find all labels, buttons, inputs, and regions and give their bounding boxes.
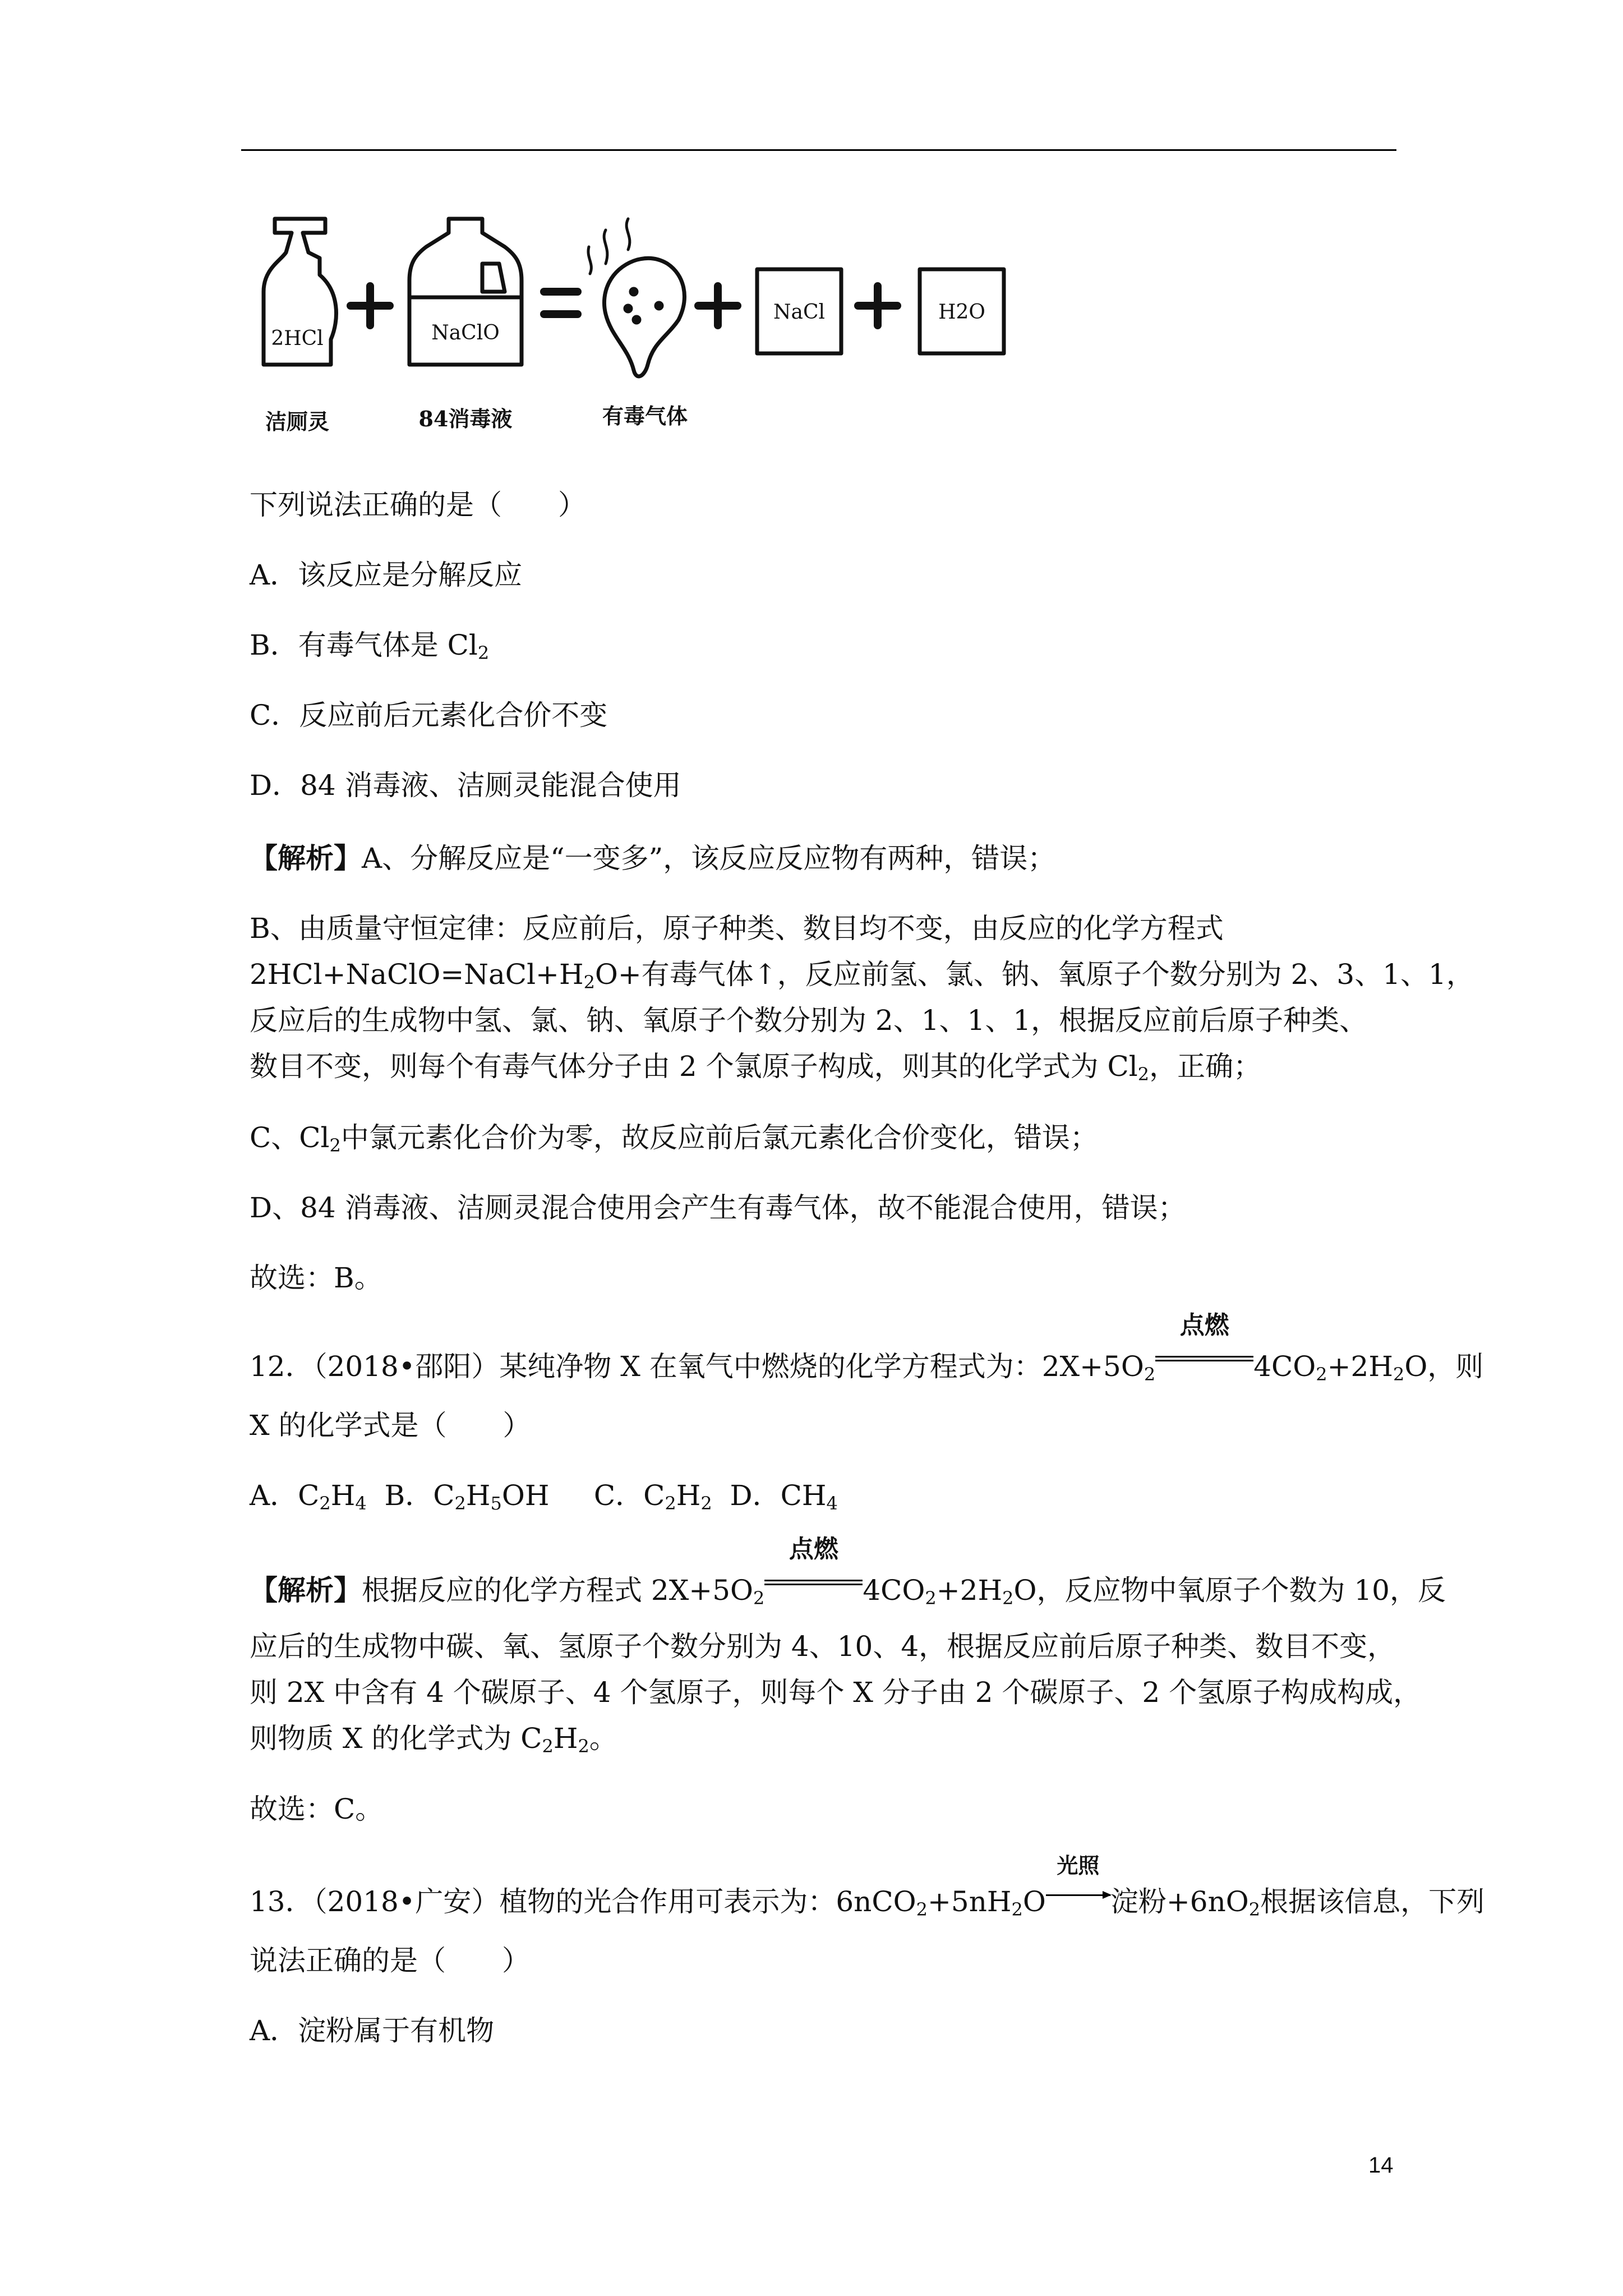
q13-option-a: A．淀粉属于有机物 (250, 2014, 495, 2047)
q11-answer: 故选：B。 (250, 1262, 382, 1294)
q12-answer: 故选：C。 (250, 1793, 384, 1825)
q11-option-a: A．该反应是分解反应 (250, 559, 523, 591)
q11-analysis-d: D、84 消毒液、洁厕灵混合使用会产生有毒气体，故不能混合使用，错误； (250, 1191, 1186, 1224)
equals-icon (544, 292, 578, 314)
bottle1-formula: 2HCl (271, 327, 324, 350)
caption-toxic-gas: 有毒气体 (602, 403, 688, 429)
q12-options: A．$C_2H_4$ B．$C_2H_5OH$ C．$C_2H_2$ D．$CH_4$ (250, 1479, 838, 1514)
caption-cleaner: 洁厕灵 (265, 409, 330, 434)
header-rule (241, 149, 1396, 151)
q13-stem-line2: 说法正确的是（ ） (250, 1944, 530, 1977)
plus-icon (351, 286, 390, 325)
q13-stem-line1: 13．（2018•广安）植物的光合作用可表示为：$6nCO_2+5nH_2O$ 光照 淀粉$+6nO_2$根据该信息，下列 (250, 1853, 1485, 1920)
q11-option-d: D．84 消毒液、洁厕灵能混合使用 (250, 769, 681, 802)
q11-analysis-b-line3: 反应后的生成物中氢、氯、钠、氧原子个数分别为 2、1、1、1，根据反应前后原子种类、 (250, 1004, 1368, 1037)
box2-formula: H2O (938, 301, 985, 324)
condition-ignite: 点燃 (764, 1572, 863, 1600)
q11-analysis-a: 【解析】A、分解反应是“一变多”，该反应反应物有两种，错误； (250, 842, 1056, 875)
q12-analysis-line3: 则 2X 中含有 4 个碳原子、4 个氢原子，则每个 X 分子由 2 个碳原子、2 个氢原子构成构成， (250, 1676, 1422, 1709)
q12-analysis-line1: 【解析】根据反应的化学方程式 $2X+5O_2$ 点燃 $4CO_2+2H_2O$，反应物中氧原子个数为 10，反 (250, 1535, 1446, 1609)
condition-ignite: 点燃 (1155, 1348, 1253, 1376)
q11-stem: 下列说法正确的是（ ） (250, 489, 586, 521)
page-number: 14 (1368, 2153, 1394, 2178)
q11-analysis-b-line4: 数目不变，则每个有毒气体分子由 2 个氯原子构成，则其的化学式为 $Cl_2$，正确； (250, 1050, 1262, 1085)
q12-analysis-line4: 则物质 X 的化学式为 $C_2H_2$。 (250, 1722, 617, 1757)
q11-analysis-c: C、$Cl_2$中氯元素化合价为零，故反应前后氯元素化合价变化，错误； (250, 1121, 1098, 1156)
bottle2-formula: NaClO (431, 321, 500, 344)
q12-stem-line1: 12．（2018•邵阳）某纯净物 X 在氧气中燃烧的化学方程式为：$2X+5O_2$ 点燃 $4CO_2+2H_2O$，则 (250, 1311, 1484, 1385)
q11-analysis-b-line2: $2HCl+NaClO=NaCl+H_2O+$有毒气体↑，反应前氢、氯、钠、氧原子个数分别为 2、3、1、1， (250, 958, 1474, 993)
plus-icon (698, 286, 737, 325)
q11-option-c: C．反应前后元素化合价不变 (250, 699, 608, 731)
reaction-diagram (241, 208, 1026, 443)
q12-analysis-line2: 应后的生成物中碳、氧、氢原子个数分别为 4、10、4，根据反应前后原子种类、数目不变， (250, 1630, 1396, 1663)
caption-disinfectant: 84消毒液 (418, 406, 513, 431)
condition-light: 光照 (1046, 1883, 1110, 1911)
plus-icon (858, 286, 897, 325)
q12-stem-line2: X 的化学式是（ ） (250, 1409, 531, 1442)
q11-analysis-b-line1: B、由质量守恒定律：反应前后，原子种类、数目均不变，由反应的化学方程式 (250, 912, 1224, 945)
toxic-gas-icon (604, 258, 684, 376)
reaction-figure (241, 208, 1026, 443)
q11-option-b: B．有毒气体是 $Cl_2$ (250, 629, 490, 664)
box1-formula: NaCl (773, 301, 826, 324)
